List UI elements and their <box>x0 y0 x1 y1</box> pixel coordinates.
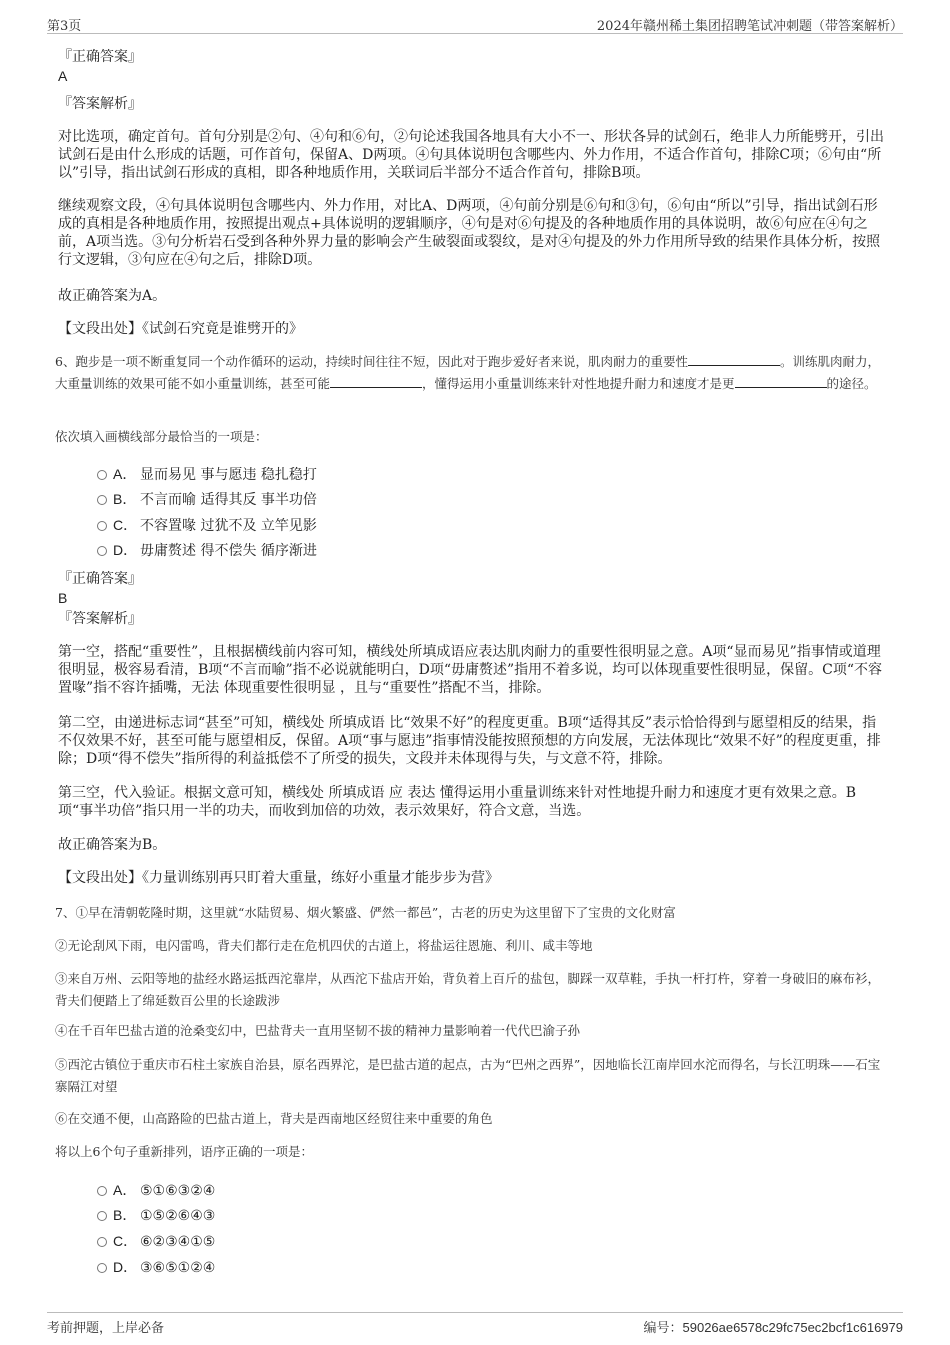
q6-option-c[interactable]: C． 不容置喙 过犹不及 立竿见影 <box>97 515 317 535</box>
radio-icon[interactable] <box>97 1186 107 1196</box>
q6-instruction: 依次填入画横线部分最恰当的一项是： <box>55 429 268 444</box>
page-footer <box>47 1312 903 1335</box>
q5-source: 【文段出处】《试剑石究竟是谁劈开的》 <box>58 321 303 337</box>
blank-2 <box>330 374 422 388</box>
q6-option-a[interactable]: A． 显而易见 事与愿违 稳扎稳打 <box>97 464 317 484</box>
q6-analysis-p1: 第一空，搭配“重要性”，且根据横线前内容可知，横线处所填成语应表达肌肉耐力的重要性很明显之意。A项“显而易见”指事情或道理很明显，极容易看清，B项“不言而喻”指不必说就能明白，D项“毋庸赘述”指用不着多说，均可以体现重要性很明显，保留。C项“不容置喙”指不容许插嘴，无法 体现重要性很明显 ，且与“重要性”搭配不当，排除。 <box>58 644 883 696</box>
radio-icon[interactable] <box>97 495 107 505</box>
page-header <box>47 13 903 34</box>
q5-analysis-label: 『答案解析』 <box>58 96 142 112</box>
blank-1 <box>688 352 780 366</box>
radio-icon[interactable] <box>97 1211 107 1221</box>
q7-sentence-6: ⑥在交通不便，山高路险的巴盐古道上，背夫是西南地区经贸往来中重要的角色 <box>55 1111 493 1126</box>
q5-answer: A <box>58 68 68 84</box>
q6-analysis-label: 『答案解析』 <box>58 611 142 627</box>
blank-3 <box>735 374 827 388</box>
q6-answer-label: 『正确答案』 <box>58 571 142 587</box>
q6-analysis-p3: 第三空，代入验证。根据文意可知，横线处 所填成语 应 表达 懂得运用小重量训练来针对性地提升耐力和速度才更有效果之意。B项“事半功倍”指只用一半的功夫，而收到加倍的功效，表示效果好，符合文意，当选。 <box>58 785 857 819</box>
radio-icon[interactable] <box>97 1263 107 1273</box>
q5-analysis-p1: 对比选项，确定首句。首句分别是②句、④句和⑥句，②句论述我国各地具有大小不一、形状各异的试剑石，绝非人力所能劈开，引出试剑石是由什么形成的话题，可作首句，保留A、D两项。④句具体说明包含哪些内、外力作用，不适合作首句，排除C项；⑥句由“所以”引导，指出试剑石形成的真相，即各种地质作用，关联词后半部分不适合作首句，排除B项。 <box>58 129 884 181</box>
q5-answer-label: 『正确答案』 <box>58 49 142 65</box>
q5-analysis-p2: 继续观察文段，④句具体说明包含哪些内、外力作用，对比A、D两项，④句前分别是⑥句和③句，⑥句由“所以”引导，指出试剑石形成的真相是各种地质作用，按照提出观点+具体说明的逻辑顺序，④句是对⑥句提及的各种地质作用的具体说明，故⑥句应在④句之前，A项当选。③句分析岩石受到各种外界力量的影响会产生破裂面或裂纹，是对④句提及的外力作用所导致的结果作具体分析，按照行文逻辑，③句应在④句之后，排除D项。 <box>58 198 881 268</box>
q7-option-c[interactable]: C． ⑥②③④①⑤ <box>97 1231 215 1251</box>
q6-source: 【文段出处】《力量训练别再只盯着大重量，练好小重量才能步步为营》 <box>58 870 499 886</box>
radio-icon[interactable] <box>97 470 107 480</box>
radio-icon[interactable] <box>97 521 107 531</box>
radio-icon[interactable] <box>97 1237 107 1247</box>
q7-option-b[interactable]: B． ①⑤②⑥④③ <box>97 1205 215 1225</box>
q6-option-b[interactable]: B． 不言而喻 适得其反 事半功倍 <box>97 489 317 509</box>
q5-conclusion: 故正确答案为A。 <box>58 288 167 304</box>
q7-instruction: 将以上6个句子重新排列，语序正确的一项是： <box>55 1144 313 1159</box>
q7-sentence-2: ②无论刮风下雨，电闪雷鸣，背夫们都行走在危机四伏的古道上，将盐运往恩施、利川、咸丰等地 <box>55 938 593 953</box>
q7-option-d[interactable]: D． ③⑥⑤①②④ <box>97 1257 215 1277</box>
q7-sentence-1: 7、①早在清朝乾隆时期，这里就“水陆贸易、烟火繁盛、俨然一都邑”，古老的历史为这里留下了宝贵的文化财富 <box>55 905 676 920</box>
radio-icon[interactable] <box>97 546 107 556</box>
page-number: 第3页 <box>47 19 82 34</box>
q6-stem: 6、跑步是一项不断重复同一个动作循环的运动，持续时间往往不短，因此对于跑步爱好者来说，肌肉耐力的重要性 。训练肌肉耐力，大重量训练的效果可能不如小重量训练，甚至可能 ，懂得运用小重量训练来针对性地提升耐力和速度才是更 的途径。 <box>55 354 880 391</box>
q7-option-a[interactable]: A． ⑤①⑥③②④ <box>97 1180 215 1200</box>
q6-option-d[interactable]: D． 毋庸赘述 得不偿失 循序渐进 <box>97 540 317 560</box>
q7-sentence-5: ⑤西沱古镇位于重庆市石柱土家族自治县，原名西界沱，是巴盐古道的起点，古为“巴州之西界”，因地临长江南岸回水沱而得名，与长江明珠——石宝寨隔江对望 <box>55 1057 881 1094</box>
q6-answer: B <box>58 590 68 606</box>
document-code: 编号：59026ae6578c29fc75ec2bcf1c616979 <box>643 1320 903 1336</box>
footer-slogan: 考前押题，上岸必备 <box>47 1321 165 1336</box>
q6-analysis-p2: 第二空，由递进标志词“甚至”可知，横线处 所填成语 比“效果不好”的程度更重。B项“适得其反”表示恰恰得到与愿望相反的结果，指不仅效果不好，甚至可能与愿望相反，保留。A项“事与愿违”指事情没能按照预想的方向发展，无法体现比“效果不好”的程度更重，排除；D项“得不偿失”指所得的利益抵偿不了所受的损失，文段并未体现得与失，与文意不符，排除。 <box>58 715 881 767</box>
q6-conclusion: 故正确答案为B。 <box>58 837 167 853</box>
document-title: 2024年赣州稀土集团招聘笔试冲刺题（带答案解析） <box>596 19 903 34</box>
q7-sentence-4: ④在千百年巴盐古道的沧桑变幻中，巴盐背夫一直用坚韧不拔的精神力量影响着一代代巴渝子孙 <box>55 1023 581 1038</box>
q7-sentence-3: ③来自万州、云阳等地的盐经水路运抵西沱靠岸，从西沱下盐店开始，背负着上百斤的盐包，脚踩一双草鞋，手执一杆打杵，穿着一身破旧的麻布衫，背夫们便踏上了绵延数百公里的长途跋涉 <box>55 971 881 1008</box>
